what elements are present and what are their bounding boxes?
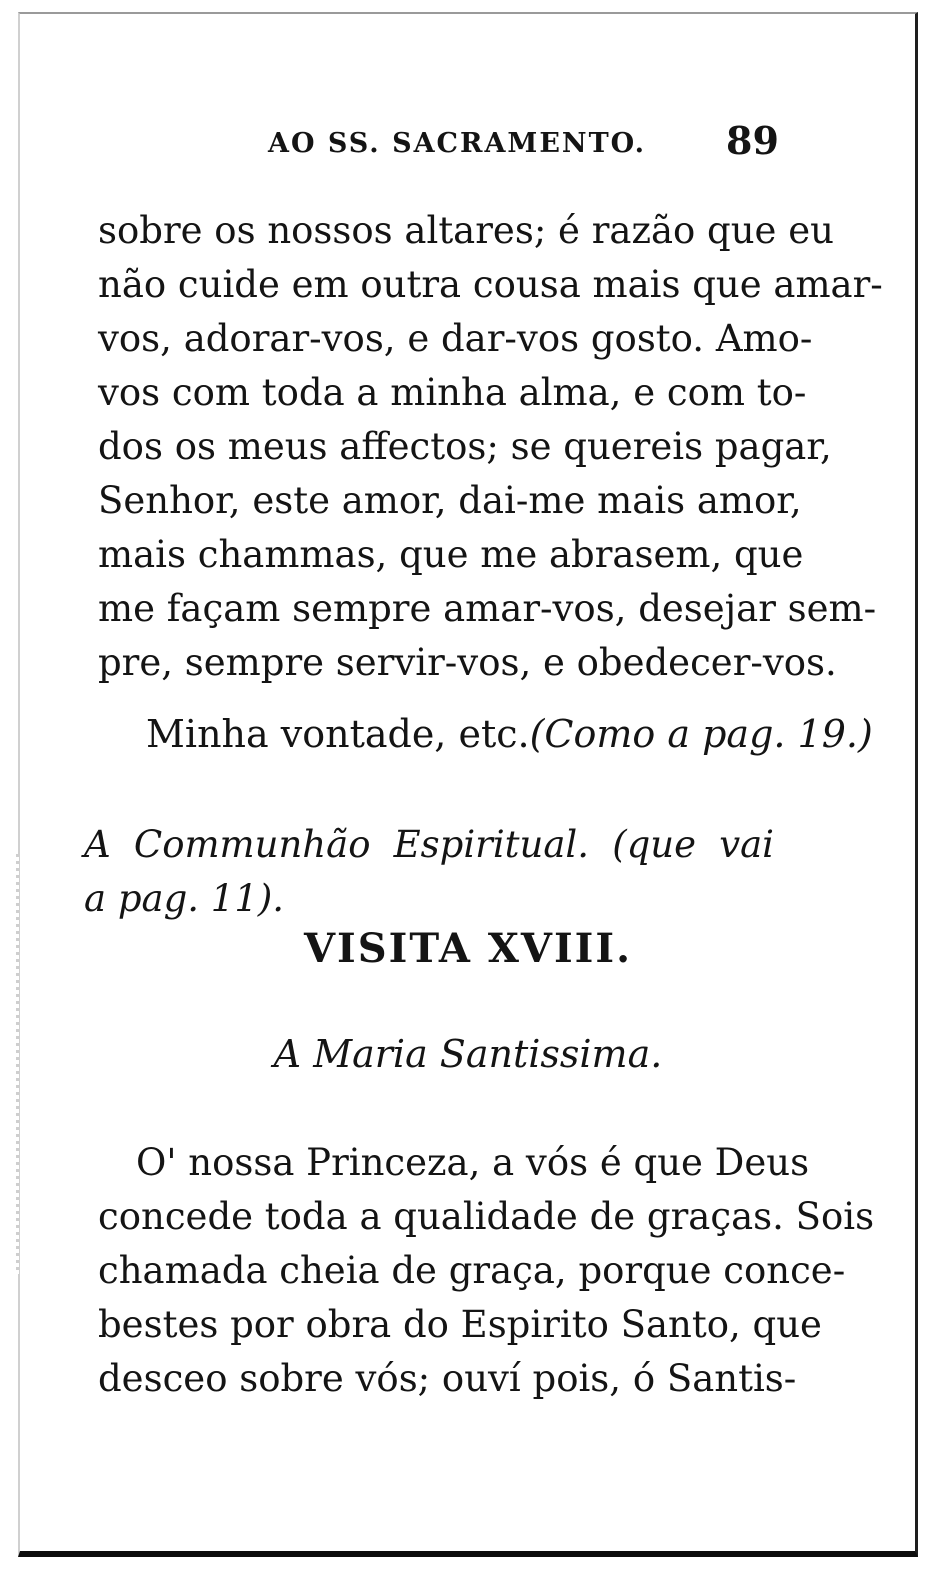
paragraph-line: não cuide em outra cousa mais que amar- — [98, 263, 883, 306]
page-header — [0, 118, 936, 168]
paragraph-line: pre, sempre servir-vos, e obedecer-vos. — [98, 641, 837, 684]
paragraph-line: vos com toda a minha alma, e com to- — [98, 371, 807, 414]
paragraph-line: me façam sempre amar-vos, desejar sem- — [98, 587, 877, 630]
paragraph-2 — [98, 1136, 875, 1406]
communhao-line-1: A Communhão Espiritual. (que vai — [84, 823, 774, 866]
communhao-line-2: a pag. 11). — [84, 877, 285, 920]
communhao-note — [84, 818, 774, 926]
minha-vontade-text: Minha vontade, etc. — [146, 712, 530, 756]
paragraph-line: sobre os nossos altares; é razão que eu — [98, 209, 834, 252]
paragraph-line: Senhor, este amor, dai-me mais amor, — [98, 479, 802, 522]
running-head: AO SS. SACRAMENTO. — [268, 128, 647, 159]
paragraph-line: O' nossa Princeza, a vós é que Deus — [136, 1141, 810, 1184]
paragraph-line: concede toda a qualidade de graças. Sois — [98, 1195, 875, 1238]
paragraph-line: mais chammas, que me abrasem, que — [98, 533, 804, 576]
paragraph-line: bestes por obra do Espirito Santo, que — [98, 1303, 822, 1346]
paragraph-line: dos os meus affectos; se quereis pagar, — [98, 425, 832, 468]
page-number: 89 — [726, 118, 779, 163]
visit-subheading: A Maria Santissima. — [273, 1032, 663, 1076]
paragraph-line: vos, adorar-vos, e dar-vos gosto. Amo- — [98, 317, 813, 360]
minha-vontade-line — [146, 712, 873, 756]
visit-heading: VISITA XVIII. — [303, 925, 632, 972]
paragraph-line: chamada cheia de graça, porque conce- — [98, 1249, 846, 1292]
paragraph-1 — [98, 204, 883, 690]
paragraph-line: desceo sobre vós; ouví pois, ó Santis- — [98, 1357, 797, 1400]
minha-vontade-reference: (Como a pag. 19.) — [529, 712, 873, 756]
